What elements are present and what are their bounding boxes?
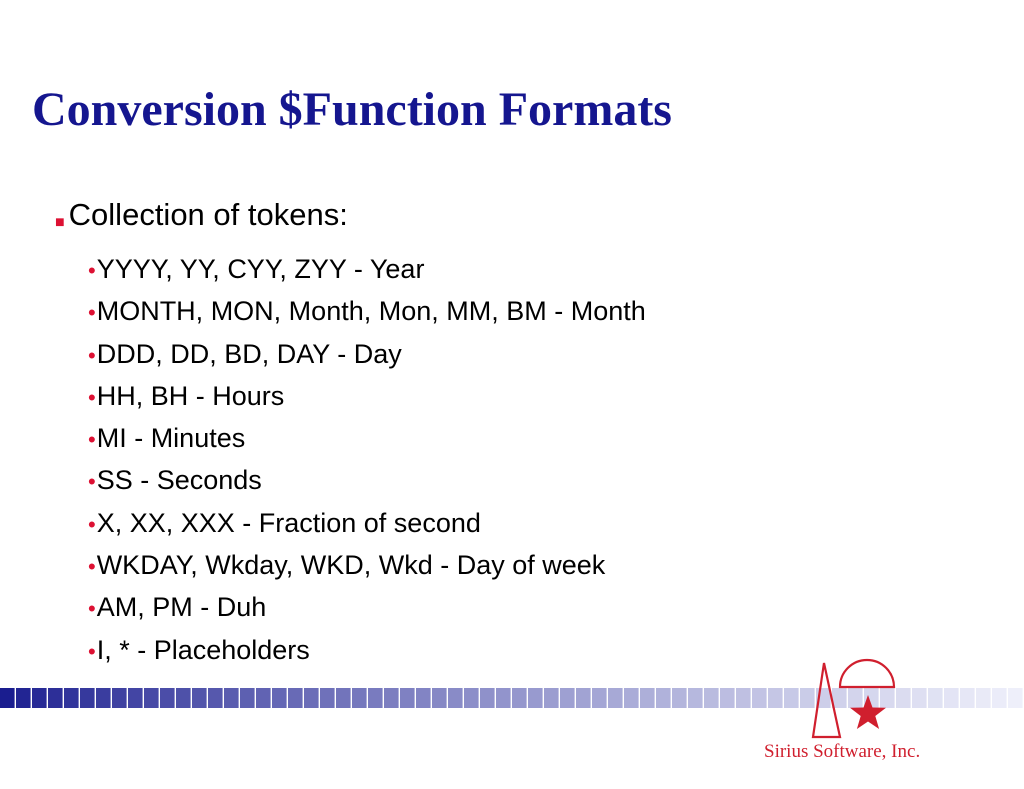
band-segment	[528, 688, 543, 708]
band-segment	[592, 688, 607, 708]
dot-bullet-icon: •	[88, 554, 96, 580]
dot-bullet-icon: •	[88, 427, 96, 453]
band-segment	[464, 688, 479, 708]
list-item	[88, 629, 646, 671]
band-segment	[400, 688, 415, 708]
band-segment	[752, 688, 767, 708]
band-segment	[320, 688, 335, 708]
band-segment	[976, 688, 991, 708]
band-segment	[48, 688, 63, 708]
band-segment	[672, 688, 687, 708]
dot-bullet-icon: •	[88, 258, 96, 283]
band-segment	[272, 688, 287, 708]
band-segment	[384, 688, 399, 708]
company-name: Sirius Software, Inc.	[764, 741, 921, 762]
list-item	[88, 586, 646, 628]
band-segment	[544, 688, 559, 708]
list-item	[88, 459, 646, 501]
band-segment	[96, 688, 111, 708]
band-segment	[240, 688, 255, 708]
band-segment	[288, 688, 303, 708]
band-segment	[608, 688, 623, 708]
band-segment	[208, 688, 223, 708]
list-item	[88, 375, 646, 417]
dot-bullet-icon: •	[88, 469, 96, 495]
band-segment	[720, 688, 735, 708]
band-segment	[160, 688, 175, 708]
band-segment	[32, 688, 47, 708]
list-item-text: SS - Seconds	[96, 465, 262, 496]
band-segment	[928, 688, 943, 708]
band-segment	[112, 688, 127, 708]
band-segment	[784, 688, 799, 708]
slide-title: Conversion $Function Formats	[32, 83, 672, 136]
band-segment	[768, 688, 783, 708]
dot-bullet-icon: •	[88, 638, 96, 664]
list-item-text: YYYY, YY, CYY, ZYY - Year	[96, 254, 425, 284]
list-item-text: HH, BH - Hours	[96, 380, 285, 411]
dot-bullet-icon: •	[88, 342, 96, 368]
band-segment	[704, 688, 719, 708]
band-segment	[688, 688, 703, 708]
list-item	[88, 290, 646, 332]
band-segment	[1008, 688, 1023, 708]
list-item-text: X, XX, XXX - Fraction of second	[96, 507, 481, 538]
band-segment	[480, 688, 495, 708]
sirius-logo-icon	[800, 655, 910, 741]
band-segment	[144, 688, 159, 708]
band-segment	[912, 688, 927, 708]
band-segment	[368, 688, 383, 708]
list-item-text: I, * - Placeholders	[96, 634, 310, 665]
band-segment	[128, 688, 143, 708]
band-segment	[0, 688, 15, 708]
list-item-text: MONTH, MON, Month, Mon, MM, BM - Month	[96, 296, 646, 327]
list-item	[88, 248, 646, 290]
dot-bullet-icon: •	[88, 300, 96, 326]
band-segment	[656, 688, 671, 708]
dot-bullet-icon: •	[88, 384, 96, 410]
band-segment	[80, 688, 95, 708]
band-segment	[176, 688, 191, 708]
band-segment	[336, 688, 351, 708]
band-segment	[432, 688, 447, 708]
band-segment	[304, 688, 319, 708]
list-item	[88, 333, 646, 375]
band-segment	[64, 688, 79, 708]
band-segment	[576, 688, 591, 708]
list-item-text: MI - Minutes	[96, 423, 246, 454]
band-segment	[224, 688, 239, 708]
dot-bullet-icon: •	[88, 511, 96, 537]
band-segment	[944, 688, 959, 708]
band-segment	[16, 688, 31, 708]
list-item	[88, 417, 646, 459]
band-segment	[448, 688, 463, 708]
band-segment	[960, 688, 975, 708]
band-segment	[736, 688, 751, 708]
token-list	[88, 248, 646, 671]
band-segment	[624, 688, 639, 708]
list-item	[88, 502, 646, 544]
list-item-text: AM, PM - Duh	[96, 592, 267, 623]
band-segment	[560, 688, 575, 708]
heading-bullet-text: Collection of tokens:	[68, 197, 348, 232]
band-segment	[512, 688, 527, 708]
list-item-text: WKDAY, Wkday, WKD, Wkd - Day of week	[96, 550, 606, 581]
band-segment	[640, 688, 655, 708]
band-segment	[352, 688, 367, 708]
list-item	[88, 544, 646, 586]
band-segment	[416, 688, 431, 708]
band-segment	[496, 688, 511, 708]
band-segment	[992, 688, 1007, 708]
band-segment	[256, 688, 271, 708]
list-item-text: DDD, DD, BD, DAY - Day	[96, 338, 402, 369]
square-bullet-icon: ■	[55, 214, 65, 231]
band-segment	[192, 688, 207, 708]
heading-bullet	[55, 195, 348, 243]
dot-bullet-icon: •	[88, 596, 96, 622]
